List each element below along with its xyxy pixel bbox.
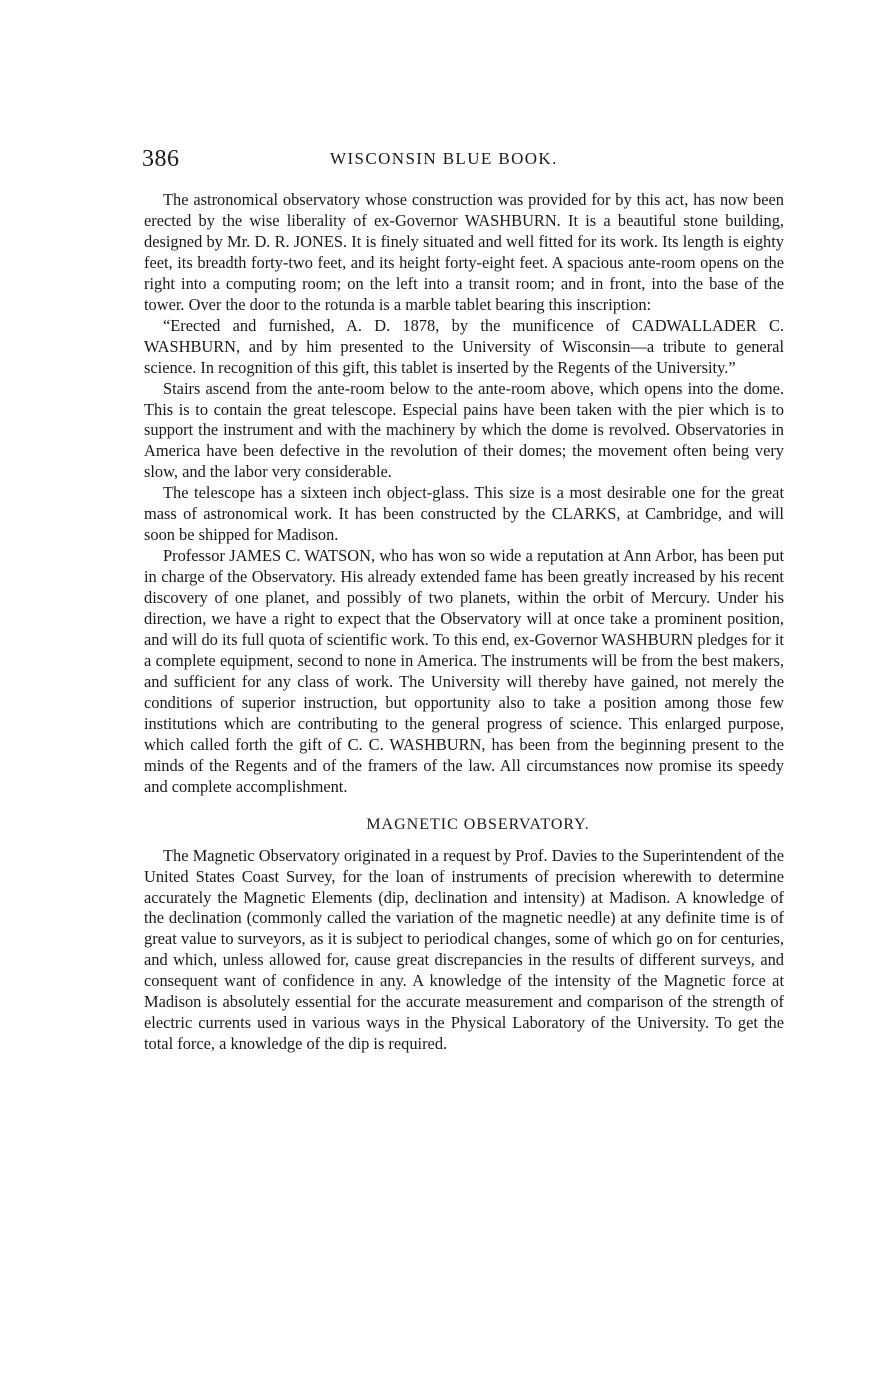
paragraph-dome: Stairs ascend from the ante-room below to the ante-room above, which opens into the dome. This is to contain the great telescope. Especial pains have been taken with the pier which is to support the instrument and with the machinery by which the dome is revolved. Observatories in America have been defective in the revolution of their domes; the movement often being very slow, and the labor very considerable. [144,378,784,482]
section-heading: MAGNETIC OBSERVATORY. [366,815,590,833]
paragraph-inscription: “Erected and furnished, A. D. 1878, by the munificence of CADWALLADER C. WASHBURN, and by him presented to the University of Wisconsin—a tribute to general science. In recognition of this gift, this tablet is inserted by the Regents of the University.” [144,315,784,377]
paragraph-observatory-building: The astronomical observatory whose construction was provided for by this act, has now been erected by the wise liberality of ex-Governor WASHBURN. It is a beautiful stone building, designed by Mr. D. R. JONES. It is finely situated and well fitted for its work. Its length is eighty feet, its breadth forty-two feet, and its height forty-eight feet. A spacious ante-room opens on the right into a computing room; on the left into a transit room; and in front, into the base of the tower. Over the door to the rotunda is a marble tablet bearing this inscription: [144,190,784,314]
body-text [144,190,784,1055]
running-head [142,146,782,176]
page-number: 386 [142,146,180,172]
paragraph-professor-watson: Professor JAMES C. WATSON, who has won so wide a reputation at Ann Arbor, has been put in charge of the Observatory. His already extended fame has been greatly increased by his recent discovery of one planet, and possibly of two planets, within the orbit of Mercury. Under his direction, we have a right to expect that the Observatory will at once take a prominent position, and will do its full quota of scientific work. To this end, ex-Governor WASHBURN pledges for it a complete equipment, second to none in America. The instruments will be from the best makers, and sufficient for any class of work. The University will thereby have gained, not merely the conditions of superior instruction, but opportunity also to take a position among those few institutions which are contributing to the general progress of science. This enlarged purpose, which called forth the gift of C. C. WASHBURN, has been from the beginning present to the minds of the Regents and of the framers of the law. All circumstances now promise its speedy and complete accomplishment. [144,546,784,796]
paragraph-magnetic-observatory: The Magnetic Observatory originated in a request by Prof. Davies to the Superintendent of the United States Coast Survey, for the loan of instruments of precision wherewith to determine accurately the Magnetic Elements (dip, declination and intensity) at Madison. A knowledge of the declination (commonly called the variation of the magnetic needle) at any definite time is of great value to surveyors, as it is subject to periodical changes, some of which go on for centuries, and which, unless allowed for, cause great discrepancies in the results of different surveys, and consequent want of confidence in any. A knowledge of the intensity of the Magnetic force at Madison is absolutely essential for the accurate measurement and comparison of the strength of electric currents used in various ways in the Physical Laboratory of the University. To get the total force, a knowledge of the dip is required. [144,845,784,1054]
paragraph-telescope: The telescope has a sixteen inch object-glass. This size is a most desirable one for the great mass of astronomical work. It has been constructed by the CLARKS, at Cambridge, and will soon be shipped for Madison. [144,483,784,545]
book-title: WISCONSIN BLUE BOOK. [330,149,558,168]
